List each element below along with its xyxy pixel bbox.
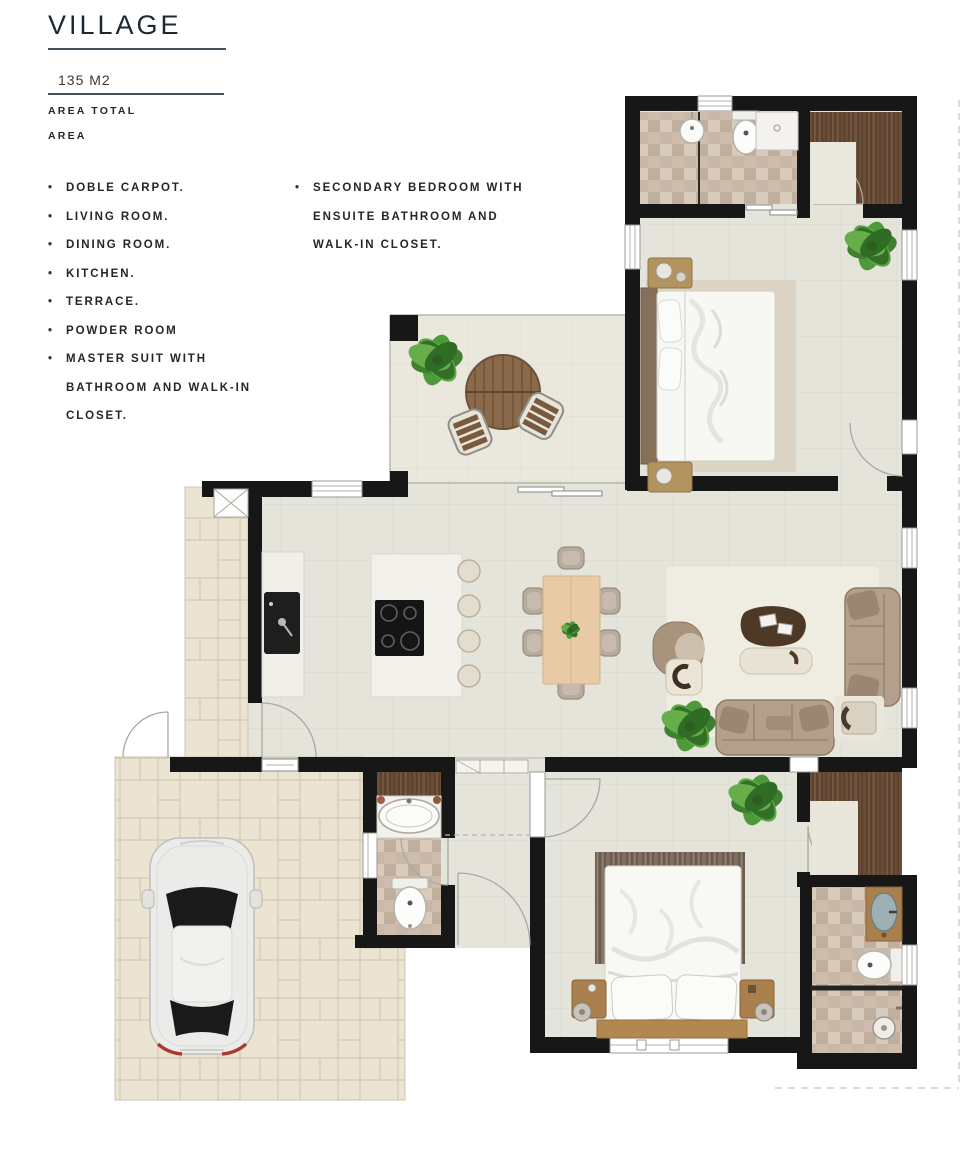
side-table [666,659,702,695]
feature-item-wrap: WALK-IN CLOSET. [313,239,443,251]
sofa [845,588,900,706]
car [142,838,262,1054]
pillow [658,347,683,390]
car-mirror [142,890,154,908]
powder-cabinet [377,772,441,796]
coffee-table [741,606,806,646]
kitchen [262,552,480,697]
bathtub-icon [379,799,439,833]
pillow [657,299,683,343]
car-windshield [166,887,238,932]
ottoman-bench [740,648,812,674]
feature-item: • MASTER SUIT WITH [48,353,207,365]
feature-item: • LIVING ROOM. [48,210,170,223]
feature-item: • POWDER ROOM [48,324,178,337]
feature-item: • TERRACE. [48,296,140,308]
pillow [611,974,673,1021]
area-value: 135 M2 [58,72,111,88]
sofa [716,700,834,755]
feature-item: • DINING ROOM. [48,239,172,251]
feature-item-wrap: BATHROOM AND WALK-IN [66,381,251,394]
living-room-furniture [653,566,900,755]
feature-item-wrap: CLOSET. [66,410,128,422]
pillow [675,974,737,1021]
sink-icon [680,119,704,143]
bed-headboard [641,288,657,464]
room-hallway [455,757,532,948]
car-mirror [250,890,262,908]
driveway-pavers [185,487,248,757]
terrace-corner-wall [390,315,418,341]
area-total-label: AREA TOTAL [48,105,137,117]
utility-box [214,489,248,517]
feature-item: • KITCHEN. [48,267,136,280]
feature-item-wrap: ENSUITE BATHROOM AND [313,210,499,223]
feature-item: • SECONDARY BEDROOM WITH [295,182,524,194]
cube-ottoman [834,696,884,740]
area-label: AREA [48,130,87,142]
feature-item: • DOBLE CARPOT. [48,182,185,194]
page-title: VILLAGE [48,10,182,40]
bed-platform [597,1020,747,1038]
toilet-icon [890,948,902,982]
